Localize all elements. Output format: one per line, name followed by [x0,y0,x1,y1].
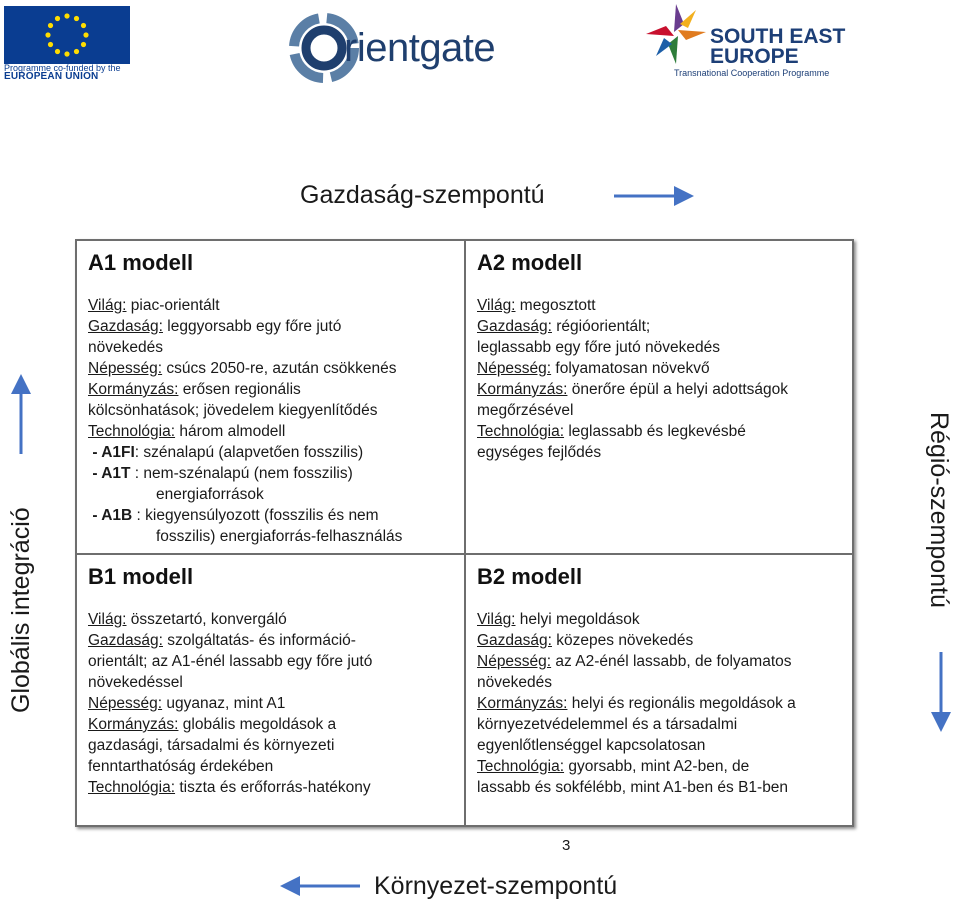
a2-kormanyzas-cont: megőrzésével [477,402,574,419]
axis-label-top: Gazdaság-szempontú [300,181,545,209]
a1-submodel-a1b: - A1B : kiegyensúlyozott (fosszilis és nem [92,507,379,524]
see-title-line1: SOUTH EAST [710,25,846,48]
b2-vilag: Világ: helyi megoldások [477,611,640,628]
eu-flag-icon [4,6,130,64]
a1-kormanyzas: Kormányzás: erősen regionális [88,381,301,398]
see-programme-logo [644,2,844,82]
a1-gazdasag: Gazdaság: leggyorsabb egy főre jutó [88,318,342,335]
b2-gazdasag: Gazdaság: közepes növekedés [477,632,694,649]
b2-kormanyzas: Kormányzás: helyi és regionális megoldások a [477,695,796,712]
see-subtitle: Transnational Cooperation Programme [674,68,830,78]
b1-nepesseg: Népesség: ugyanaz, mint A1 [88,695,286,712]
b1-gazdasag-cont: orientált; az A1-énél lassabb egy főre jutó [88,653,373,670]
eu-caption-line1: Programme co-funded by the [4,63,121,73]
eu-logo [4,6,128,80]
quadrant-b1 [88,563,460,798]
quadrant-b2-title: B2 modell [477,564,583,589]
a1-kormanyzas-cont: kölcsönhatások; jövedelem kiegyenlítődés [88,402,378,419]
axis-label-bottom: Környezet-szempontú [374,872,618,900]
a1-gazdasag-cont: növekedés [88,339,163,356]
b1-kormanyzas: Kormányzás: globális megoldások a [88,716,337,733]
b1-kormanyzas-cont2: fenntarthatóság érdekében [88,758,274,775]
see-star-icon [644,2,708,66]
quadrant-b2 [477,563,849,798]
a1-submodel-a1b-cont: fosszilis) energiaforrás-felhasználás [156,528,403,545]
axis-label-right: Régió-szempontú [925,412,953,608]
a1-technologia: Technológia: három almodell [88,423,286,440]
b1-vilag: Világ: összetartó, konvergáló [88,611,287,628]
b2-technologia: Technológia: gyorsabb, mint A2-ben, de [477,758,750,775]
see-title-line2: EUROPE [710,45,799,68]
b2-nepesseg-cont: növekedés [477,674,552,691]
a2-gazdasag-cont: leglassabb egy főre jutó növekedés [477,339,720,356]
quadrant-a2 [477,249,849,463]
page-number: 3 [562,837,571,854]
orientgate-logo [286,6,496,86]
a1-submodel-a1t-cont: energiaforrások [156,486,264,503]
b2-kormanyzas-cont: környezetvédelemmel és a társadalmi [477,716,738,733]
quadrant-a1 [88,249,460,547]
grid-divider-vertical [464,241,466,825]
quadrant-a2-title: A2 modell [477,250,583,275]
b1-gazdasag: Gazdaság: szolgáltatás- és információ- [88,632,356,649]
quadrant-b1-title: B1 modell [88,564,194,589]
a2-technologia-cont: egységes fejlődés [477,444,602,461]
orientgate-wordmark: rientgate [344,26,496,70]
b2-kormanyzas-cont2: egyenlőtlenséggel kapcsolatosan [477,737,706,754]
eu-caption-line2: EUROPEAN UNION [4,71,99,82]
a1-nepesseg: Népesség: csúcs 2050-re, azután csökkenés [88,360,397,377]
scenario-quadrant-grid [75,239,854,827]
a1-submodel-a1t: - A1T : nem-szénalapú (nem fosszilis) [92,465,353,482]
b2-nepesseg: Népesség: az A2-énél lassabb, de folyamatos [477,653,792,670]
a1-submodel-a1fi: - A1FI: szénalapú (alapvetően fosszilis) [92,444,364,461]
b1-gazdasag-cont2: növekedéssel [88,674,183,691]
a2-kormanyzas: Kormányzás: önerőre épül a helyi adottságok [477,381,789,398]
a1-vilag: Világ: piac-orientált [88,297,220,314]
arrow-right-icon [612,183,696,209]
grid-divider-horizontal [77,553,852,555]
arrow-left-icon [278,873,362,899]
b1-technologia: Technológia: tiszta és erőforrás-hatékony [88,779,371,796]
a2-technologia: Technológia: leglassabb és legkevésbé [477,423,746,440]
arrow-up-icon [8,372,34,456]
eu-stars-icon [5,7,129,63]
a2-nepesseg: Népesség: folyamatosan növekvő [477,360,710,377]
b2-technologia-cont: lassabb és sokfélébb, mint A1-ben és B1-ben [477,779,789,796]
a2-gazdasag: Gazdaság: régióorientált; [477,318,651,335]
b1-kormanyzas-cont: gazdasági, társadalmi és környezeti [88,737,335,754]
quadrant-a1-title: A1 modell [88,250,194,275]
axis-label-left: Globális integráció [7,507,35,713]
a2-vilag: Világ: megosztott [477,297,596,314]
arrow-down-icon [928,650,954,734]
